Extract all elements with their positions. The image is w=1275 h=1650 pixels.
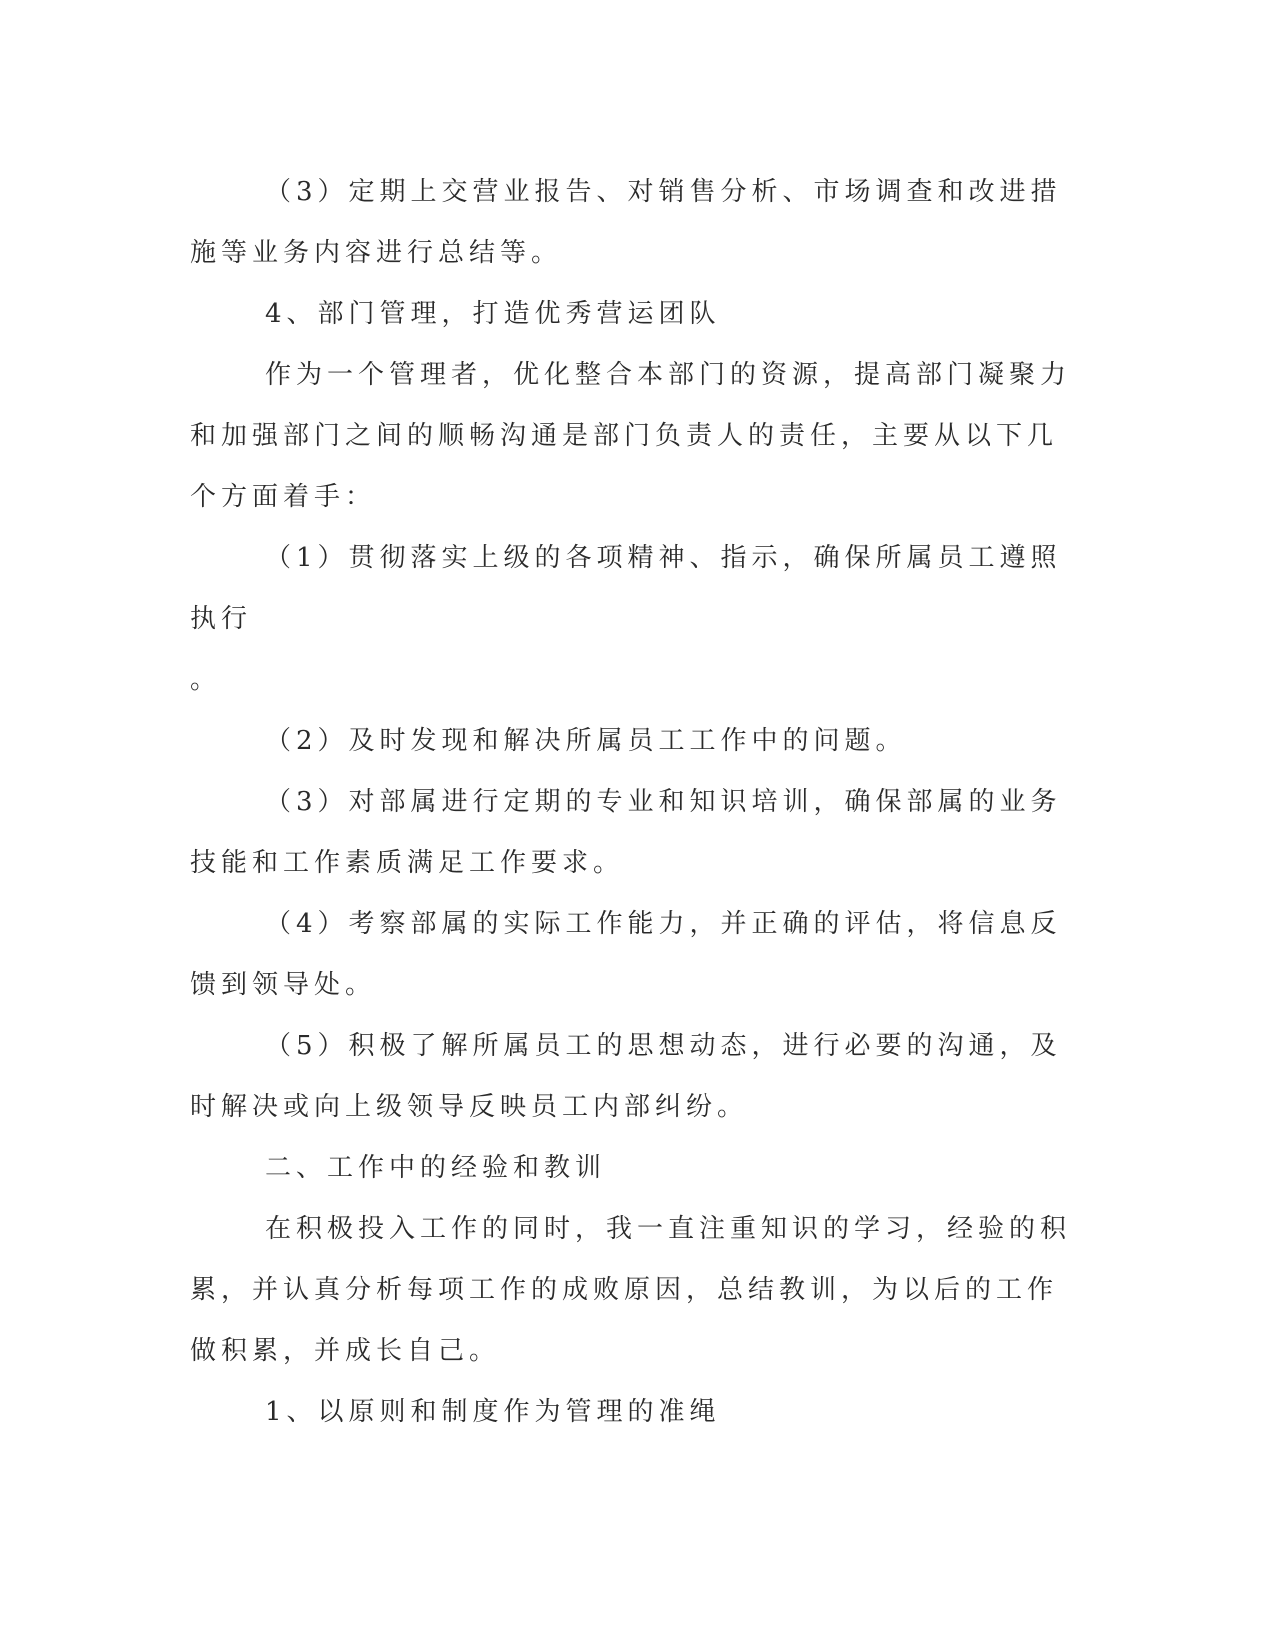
heading-experience-lessons: 二、工作中的经验和教训 [265, 1153, 607, 1183]
paragraph-item-3: （3）对部属进行定期的专业和知识培训，确保部属的业务技能和工作素质满足工作要求。 [190, 787, 1062, 878]
paragraph-item-1: （1）贯彻落实上级的各项精神、指示，确保所属员工遵照执行 [190, 543, 1062, 634]
paragraph-learning-accumulation: 在积极投入工作的同时，我一直注重知识的学习，经验的积累，并认真分析每项工作的成败原因，总结教训，为以后的工作做积累，并成长自己。 [190, 1214, 1072, 1366]
paragraph-manager-role: 作为一个管理者，优化整合本部门的资源，提高部门凝聚力和加强部门之间的顺畅沟通是部门负责人的责任，主要从以下几个方面着手： [190, 360, 1072, 512]
paragraph-item-4: （4）考察部属的实际工作能力，并正确的评估，将信息反馈到领导处。 [190, 909, 1062, 1000]
heading-department-management: 4、部门管理，打造优秀营运团队 [265, 299, 721, 329]
paragraph-item-5: （5）积极了解所属员工的思想动态，进行必要的沟通，及时解决或向上级领导反映员工内部纠纷。 [190, 1031, 1062, 1122]
heading-principles-rules: 1、以原则和制度作为管理的准绳 [265, 1397, 721, 1427]
paragraph-item-2: （2）及时发现和解决所属员工工作中的问题。 [265, 726, 907, 756]
paragraph-report-summary: （3）定期上交营业报告、对销售分析、市场调查和改进措施等业务内容进行总结等。 [190, 177, 1062, 268]
paragraph-item-1-continuation: 。 [190, 665, 222, 695]
document-body [190, 162, 1080, 1443]
